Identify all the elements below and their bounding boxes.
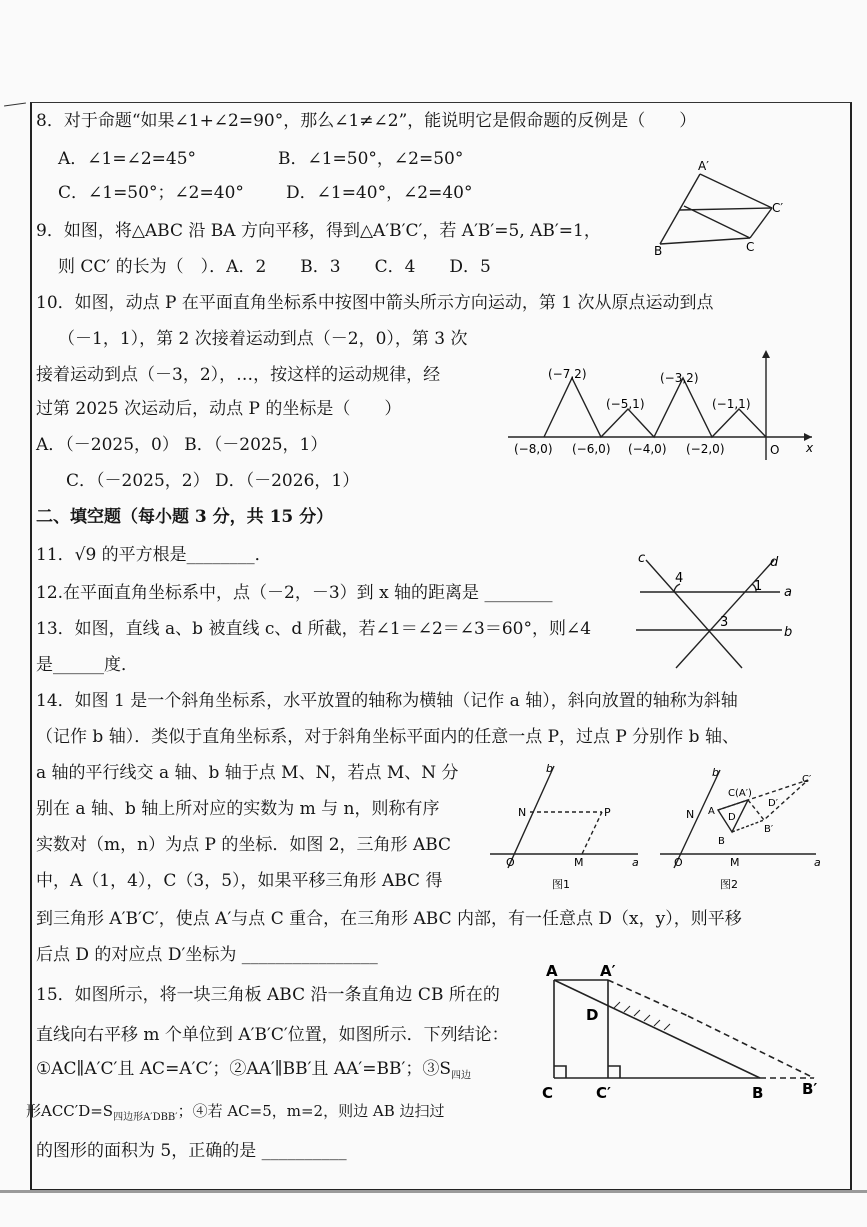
q10-label-axis-2: (−6,0) [572,442,611,456]
q9-label-C: C [746,240,755,254]
q9-edge-BC [660,238,750,244]
q14-fig2-label-B: B [718,836,725,847]
q14-fig2-label-D-prime: D′ [768,798,778,809]
q14-fig2-caption: 图2 [720,878,738,891]
q14-fig1-label-b: b [546,762,553,775]
q15-edge-AB [554,980,760,1078]
q9-stem: 9．如图，将△ABC 沿 BA 方向平移，得到△A′B′C′，若 A′B′=5, AB′=1， [36,221,601,241]
q14-fig2-label-D: D [728,812,736,823]
q10-label-axis-1: (−8,0) [514,442,553,456]
q10-options-cd: C．（－2025，2） D．（－2026，1） [66,471,360,491]
q10-label-origin: O [770,443,780,457]
q9-edge-AC [700,174,772,208]
q10-line4: 过第 2025 次运动后，动点 P 的坐标是（ ） [36,399,402,419]
q14-line6: 中，A（1，4），C（3，5），如果平移三角形 ABC 得 [36,871,443,891]
q14-fig1-label-a: a [632,856,639,869]
q13-label-1: 1 [754,579,763,594]
q15-label-B-prime: B′ [802,1080,818,1098]
q15-line4 [26,1100,444,1129]
q9-edge-mid [680,208,772,210]
q8-option-a: A．∠1=∠2=45° [58,149,197,169]
q14-line1: 14．如图 1 是一个斜角坐标系，水平放置的轴称为横轴（记作 a 轴），斜向放置的轴称为斜轴 [36,691,738,711]
q14-fig2-label-A: A [708,806,715,817]
q10-y-arrow [762,350,770,358]
q15-line4-part1: 形ACC′D=S [26,1102,114,1120]
q14-line7: 到三角形 A′B′C′，使点 A′与点 C 重合，在三角形 ABC 内部，有一任意点 D（x，y），则平移 [36,909,742,929]
q15-line5: 的图形的面积为 5，正确的是 __________ [36,1141,347,1161]
q10-line2: （－1，1），第 2 次接着运动到点（－2，0），第 3 次 [58,329,468,349]
q9-edge-diag [684,206,750,238]
q14-fig1-label-O: O [506,856,515,869]
q8-option-b: B．∠1=50°，∠2=50° [278,149,464,169]
q14-fig1-label-M: M [574,856,584,869]
q10-label-x: x [806,441,814,455]
q15-label-C: C [542,1084,554,1102]
scan-mark [4,102,26,106]
q15-sub-quad-2: 四边形A′DBB′ [113,1112,178,1123]
q15-hatching [614,1002,670,1030]
bottom-line [0,1190,867,1193]
q15-line2: 直线向右平移 m 个单位到 A′B′C′位置，如图所示．下列结论： [36,1025,509,1045]
q15-label-B: B [752,1084,764,1102]
q9-options: 则 CC′ 的长为（ ）．A．2 B．3 C．4 D．5 [58,257,491,277]
q10-label-top-3: (−3,2) [660,371,699,385]
q14-fig2-label-O: O [674,856,683,869]
q15-label-A-prime: A′ [600,962,616,980]
q12: 12.在平面直角坐标系中，点（－2，－3）到 x 轴的距离是 ________ [36,583,553,603]
q14-fig2-label-B-prime: B′ [764,824,774,835]
q10-figure [506,348,826,466]
q14-fig2-label-N: N [686,808,695,821]
section-2-heading: 二、填空题（每小题 3 分，共 15 分） [36,507,334,527]
q14-fig2-label-a: a [814,856,821,869]
q8-option-c: C．∠1=50°；∠2=40° [58,183,244,203]
q14-fig2-label-C-prime: C′ [802,774,812,785]
q14-fig1-b-axis [508,766,554,868]
q13-label-b: b [784,625,793,640]
q13-line1: 13．如图，直线 a、b 被直线 c、d 所截，若∠1＝∠2＝∠3＝60°，则∠4 [36,619,592,639]
q15-right-angle-C2 [608,1066,620,1078]
q10-label-axis-3: (−4,0) [628,442,667,456]
q15-figure [538,958,838,1108]
q10-line1: 10．如图，动点 P 在平面直角坐标系中按图中箭头所示方向运动，第 1 次从原点运动到点 [36,293,714,313]
q9-label-B: B [654,244,663,258]
q14-fig1-caption: 图1 [552,878,570,891]
q14-fig2-b-axis [674,770,720,868]
q15-label-C-prime: C′ [596,1084,611,1102]
q15-line1: 15．如图所示，将一块三角板 ABC 沿一条直角边 CB 所在的 [36,985,500,1005]
q9-figure [650,158,800,258]
q13-label-d: d [770,555,779,570]
q13-line-d [676,560,774,668]
q14-fig1-dash-PM [582,812,602,854]
q15-sub-quad-1: 四边 [450,1070,471,1082]
q13-line-c [646,560,742,668]
q13-label-c: c [638,551,646,566]
q10-label-top-2: (−5,1) [606,397,645,411]
q14-figure-2 [656,756,826,892]
q10-x-arrow [804,433,812,441]
q13-label-a: a [784,585,792,600]
q14-line8: 后点 D 的对应点 D′坐标为 ________________ [36,945,378,965]
q15-label-D: D [586,1006,599,1024]
q14-line4: 别在 a 轴、b 轴上所对应的实数为 m 与 n，则称有序 [36,799,440,819]
q14-fig2-triangle-A2B2C2 [748,780,808,820]
q10-label-top-4: (−1,1) [712,397,751,411]
q15-line3 [36,1058,471,1087]
q14-line2: （记作 b 轴）．类似于直角坐标系，对于斜角坐标平面内的任意一点 P，过点 P 分别作 b 轴、 [36,727,739,747]
q14-fig2-label-M: M [730,856,740,869]
q8-option-d: D．∠1=40°，∠2=40° [286,183,473,203]
q13-figure [628,548,808,672]
q13-line2: 是______度． [36,655,138,675]
q14-fig2-label-C-A: C(A′) [728,788,752,799]
q13-label-4: 4 [675,571,684,586]
q9-edge-CC [750,208,772,238]
q14-line3: a 轴的平行线交 a 轴、b 轴于点 M、N，若点 M、N 分 [36,763,459,783]
q9-label-A: A′ [698,159,709,173]
q8-stem: 8．对于命题“如果∠1+∠2=90°，那么∠1≠∠2”，能说明它是假命题的反例是（ ） [36,111,697,131]
q14-figure-1 [488,756,648,892]
q15-line4-part2: ；④若 AC=5，m=2，则边 AB 边扫过 [177,1102,445,1120]
q14-fig2-label-b: b [712,766,719,779]
q15-right-angle-C [554,1066,566,1078]
q13-label-3: 3 [720,615,729,630]
q15-edge-A2B2-lower [688,1016,814,1078]
q10-label-axis-4: (−2,0) [686,442,725,456]
q15-label-A: A [546,962,558,980]
q10-label-top-1: (−7,2) [548,367,587,381]
q11: 11．√9 的平方根是________． [36,545,272,565]
q10-options-ab: A．（－2025，0） B．（－2025，1） [36,435,328,455]
q15-line3-text: ①AC∥A′C′且 AC=A′C′；②AA′∥BB′且 AA′=BB′；③S [36,1059,451,1079]
q14-fig1-label-P: P [604,806,611,819]
q14-fig1-label-N: N [518,806,527,819]
q14-line5: 实数对（m，n）为点 P 的坐标．如图 2，三角形 ABC [36,835,452,855]
q10-line3: 接着运动到点（－3，2），…，按这样的运动规律，经 [36,365,441,385]
q9-label-C-prime: C′ [772,201,784,215]
